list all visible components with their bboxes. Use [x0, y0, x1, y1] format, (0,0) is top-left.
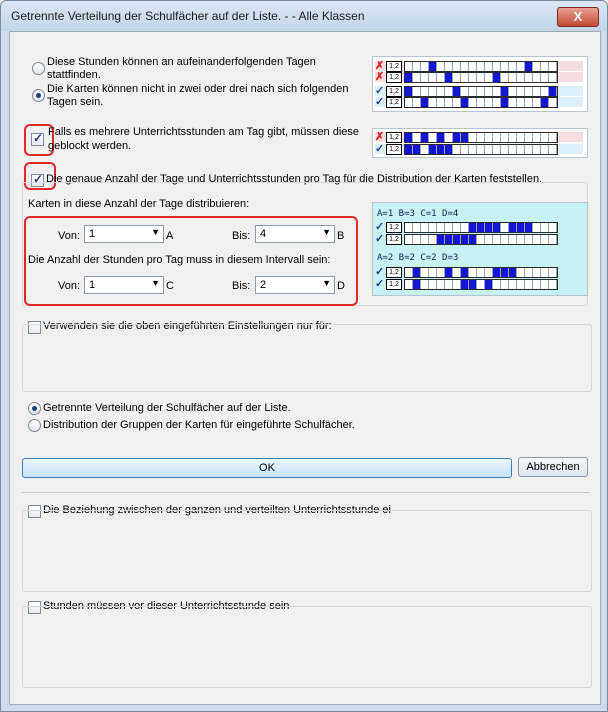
- days-to-value: 4: [260, 228, 267, 240]
- check-icon: ✓: [375, 96, 385, 108]
- day-cells: [404, 97, 558, 108]
- not-consecutive-label-2: Tagen sein.: [47, 96, 104, 108]
- lesson-tag: 1,2: [386, 267, 402, 278]
- days-from-value: 1: [89, 228, 96, 240]
- day-cells: [404, 72, 558, 83]
- chevron-down-icon: ▼: [151, 278, 160, 288]
- days-to-suffix: B: [337, 230, 345, 242]
- not-consecutive-radio[interactable]: [32, 89, 45, 102]
- block-lessons-checkbox[interactable]: [31, 133, 44, 146]
- day-cells: [404, 86, 558, 97]
- preview-row-bad: [375, 132, 583, 142]
- before-group: [22, 606, 592, 688]
- exact-distribution-label: Die genaue Anzahl der Tage und Unterrichtsstunden pro Tag für die Distribution der Karten feststellen.: [46, 173, 543, 185]
- day-cells: [404, 267, 558, 278]
- hours-from-label: Von:: [58, 280, 81, 292]
- block-lessons-label-2: geblockt werden.: [48, 140, 132, 152]
- check-icon: ✓: [375, 233, 385, 245]
- lesson-tag: 1,2: [386, 97, 402, 108]
- lesson-tag: 1,2: [386, 132, 402, 143]
- lesson-tag: 1,2: [386, 72, 402, 83]
- legend-caption-1: A=1 B=3 C=1 D=4: [377, 209, 459, 219]
- hours-from-select[interactable]: [84, 276, 164, 294]
- day-cells: [404, 222, 558, 233]
- lesson-tag: 1,2: [386, 234, 402, 245]
- hours-to-select[interactable]: [255, 276, 335, 294]
- close-button[interactable]: X: [557, 7, 599, 27]
- preview-row-good: [375, 267, 583, 277]
- days-from-select[interactable]: [84, 225, 164, 243]
- day-cells: [404, 234, 558, 245]
- mode-groups-label: Distribution der Gruppen der Karten für eingeführte Schulfächer.: [43, 419, 355, 431]
- consecutive-days-radio[interactable]: [32, 62, 45, 75]
- ok-button[interactable]: OK: [22, 458, 512, 478]
- relation-group: [22, 510, 592, 592]
- mode-groups-radio[interactable]: [28, 419, 41, 432]
- check-icon: ✓: [375, 266, 385, 278]
- check-icon: ✓: [375, 85, 385, 97]
- day-cells: [404, 279, 558, 290]
- hours-to-value: 2: [260, 279, 267, 291]
- days-from-suffix: A: [166, 230, 174, 242]
- cancel-button[interactable]: Abbrechen: [518, 457, 588, 477]
- consecutive-days-label-1: Diese Stunden können an aufeinanderfolgenden Tagen: [47, 56, 316, 68]
- check-icon: ✓: [375, 221, 385, 233]
- days-caption: Karten in diese Anzahl der Tage distribuieren:: [28, 198, 250, 210]
- consecutive-days-label-2: stattfinden.: [47, 69, 101, 81]
- hours-caption: Die Anzahl der Stunden pro Tag muss in diesem Intervall sein:: [28, 254, 331, 266]
- days-to-label: Bis:: [232, 230, 251, 242]
- check-icon: ✓: [375, 278, 385, 290]
- mode-separate-label: Getrennte Verteilung der Schulfächer auf der Liste.: [43, 402, 291, 414]
- hours-from-value: 1: [89, 279, 96, 291]
- chevron-down-icon: ▼: [322, 278, 331, 288]
- lesson-tag: 1,2: [386, 86, 402, 97]
- dialog-content: [9, 31, 601, 705]
- use-only-label: Verwenden sie die oben eingeführten Einstellungen nur für:: [43, 320, 332, 332]
- cross-icon: ✗: [375, 71, 385, 83]
- not-consecutive-label-1: Die Karten können nicht in zwei oder drei nach sich folgenden: [47, 83, 349, 95]
- window-title: Getrennte Verteilung der Schulfächer auf der Liste. - - Alle Klassen: [11, 9, 365, 23]
- day-cells: [404, 132, 558, 143]
- preview-row-good: [375, 234, 583, 244]
- mode-separate-radio[interactable]: [28, 402, 41, 415]
- divider: [22, 492, 590, 493]
- day-cells: [404, 61, 558, 72]
- lesson-tag: 1,2: [386, 61, 402, 72]
- preview-row-good: [375, 222, 583, 232]
- preview-row-good: [375, 279, 583, 289]
- days-to-select[interactable]: [255, 225, 335, 243]
- preview-distribution-grid: [372, 56, 588, 112]
- preview-row-bad: [375, 72, 583, 82]
- legend-caption-2: A=2 B=2 C=2 D=3: [377, 253, 459, 263]
- lesson-tag: 1,2: [386, 144, 402, 155]
- relation-label: Die Beziehung zwischen der ganzen und verteilten Unterrichtsstunde ei: [43, 504, 391, 516]
- check-icon: ✓: [375, 143, 385, 155]
- day-cells: [404, 144, 558, 155]
- preview-row-good: [375, 97, 583, 107]
- hours-to-suffix: D: [337, 280, 345, 292]
- title-bar: [1, 1, 607, 31]
- preview-row-good: [375, 86, 583, 96]
- preview-legend-grid: [372, 202, 588, 296]
- hours-to-label: Bis:: [232, 280, 251, 292]
- chevron-down-icon: ▼: [322, 227, 331, 237]
- lesson-tag: 1,2: [386, 279, 402, 290]
- use-only-group: [22, 324, 592, 392]
- preview-row-good: [375, 144, 583, 154]
- block-lessons-label-1: Falls es mehrere Unterrichtsstunden am Tag gibt, müssen diese: [48, 126, 359, 138]
- preview-row-bad: [375, 61, 583, 71]
- lesson-tag: 1,2: [386, 222, 402, 233]
- before-label: Stunden müssen vor dieser Unterrichtsstunde sein: [43, 600, 290, 612]
- preview-block-grid: [372, 128, 588, 158]
- cross-icon: ✗: [375, 60, 385, 72]
- days-from-label: Von:: [58, 230, 81, 242]
- cross-icon: ✗: [375, 131, 385, 143]
- hours-from-suffix: C: [166, 280, 174, 292]
- chevron-down-icon: ▼: [151, 227, 160, 237]
